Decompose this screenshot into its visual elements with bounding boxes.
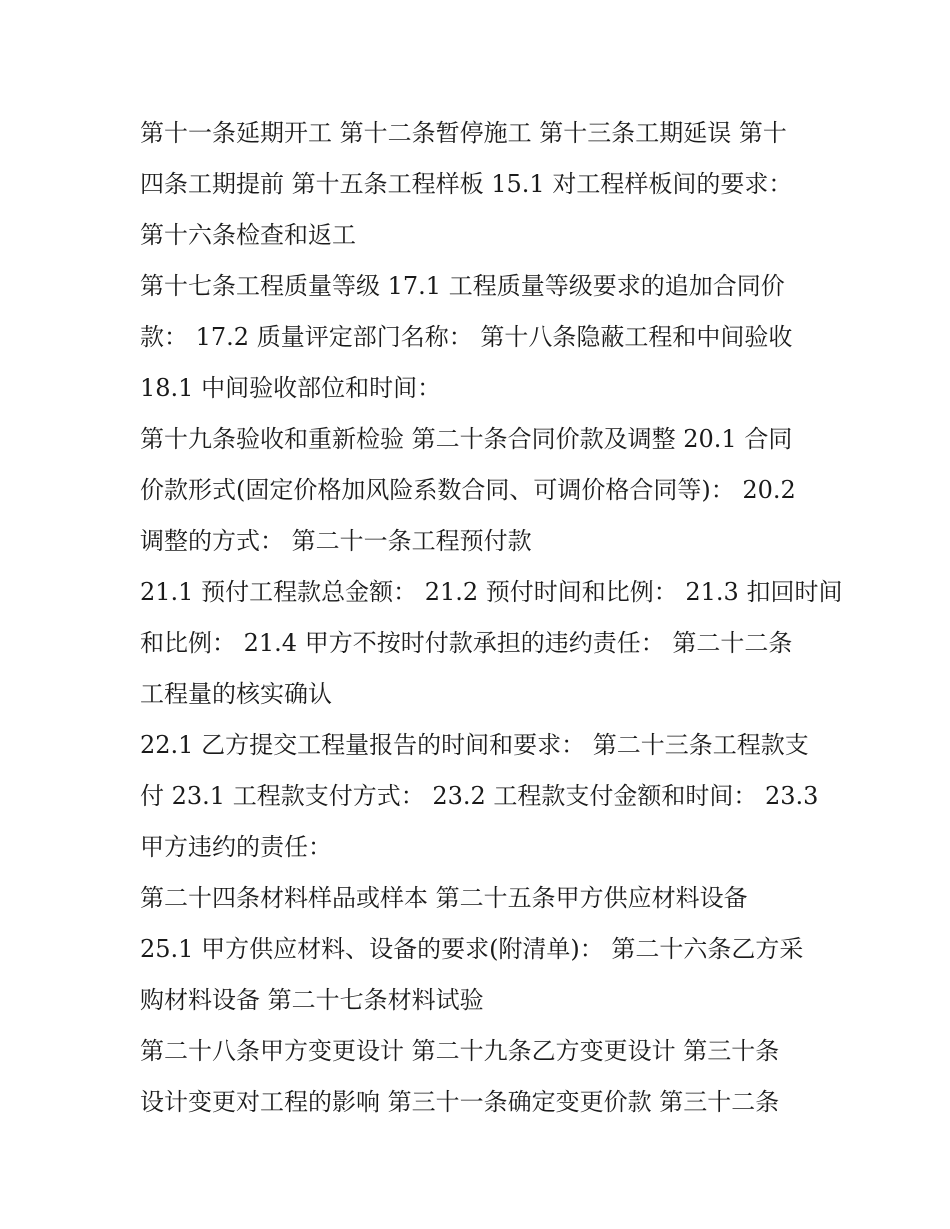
text-line: 第二十八条甲方变更设计 第二十九条乙方变更设计 第三十条 [140,1037,780,1065]
text-line: 调整的方式： 第二十一条工程预付款 [140,527,532,555]
text-line: 22.1 乙方提交工程量报告的时间和要求： 第二十三条工程款支 [140,731,809,759]
text-line: 第十六条检查和返工 [140,221,356,249]
text-line: 价款形式(固定价格加风险系数合同、可调价格合同等)： 20.2 [140,476,796,504]
text-line: 购材料设备 第二十七条材料试验 [140,986,484,1014]
text-line: 第十七条工程质量等级 17.1 工程质量等级要求的追加合同价 [140,272,785,300]
text-line: 付 23.1 工程款支付方式： 23.2 工程款支付金额和时间： 23.3 [140,782,819,810]
text-line: 18.1 中间验收部位和时间： [140,374,442,402]
text-line: 工程量的核实确认 [140,680,332,708]
text-line: 25.1 甲方供应材料、设备的要求(附清单)： 第二十六条乙方采 [140,935,804,963]
text-line: 第十九条验收和重新检验 第二十条合同价款及调整 20.1 合同 [140,425,793,453]
document-body [140,108,843,1128]
text-line: 款： 17.2 质量评定部门名称： 第十八条隐蔽工程和中间验收 [140,323,793,351]
text-line: 21.1 预付工程款总金额： 21.2 预付时间和比例： 21.3 扣回时间 [140,578,843,606]
text-line: 设计变更对工程的影响 第三十一条确定变更价款 第三十二条 [140,1088,780,1116]
text-line: 甲方违约的责任： [140,833,332,861]
text-line: 四条工期提前 第十五条工程样板 15.1 对工程样板间的要求： [140,170,793,198]
text-line: 第二十四条材料样品或样本 第二十五条甲方供应材料设备 [140,884,748,912]
text-line: 第十一条延期开工 第十二条暂停施工 第十三条工期延误 第十 [140,119,787,147]
text-line: 和比例： 21.4 甲方不按时付款承担的违约责任： 第二十二条 [140,629,793,657]
